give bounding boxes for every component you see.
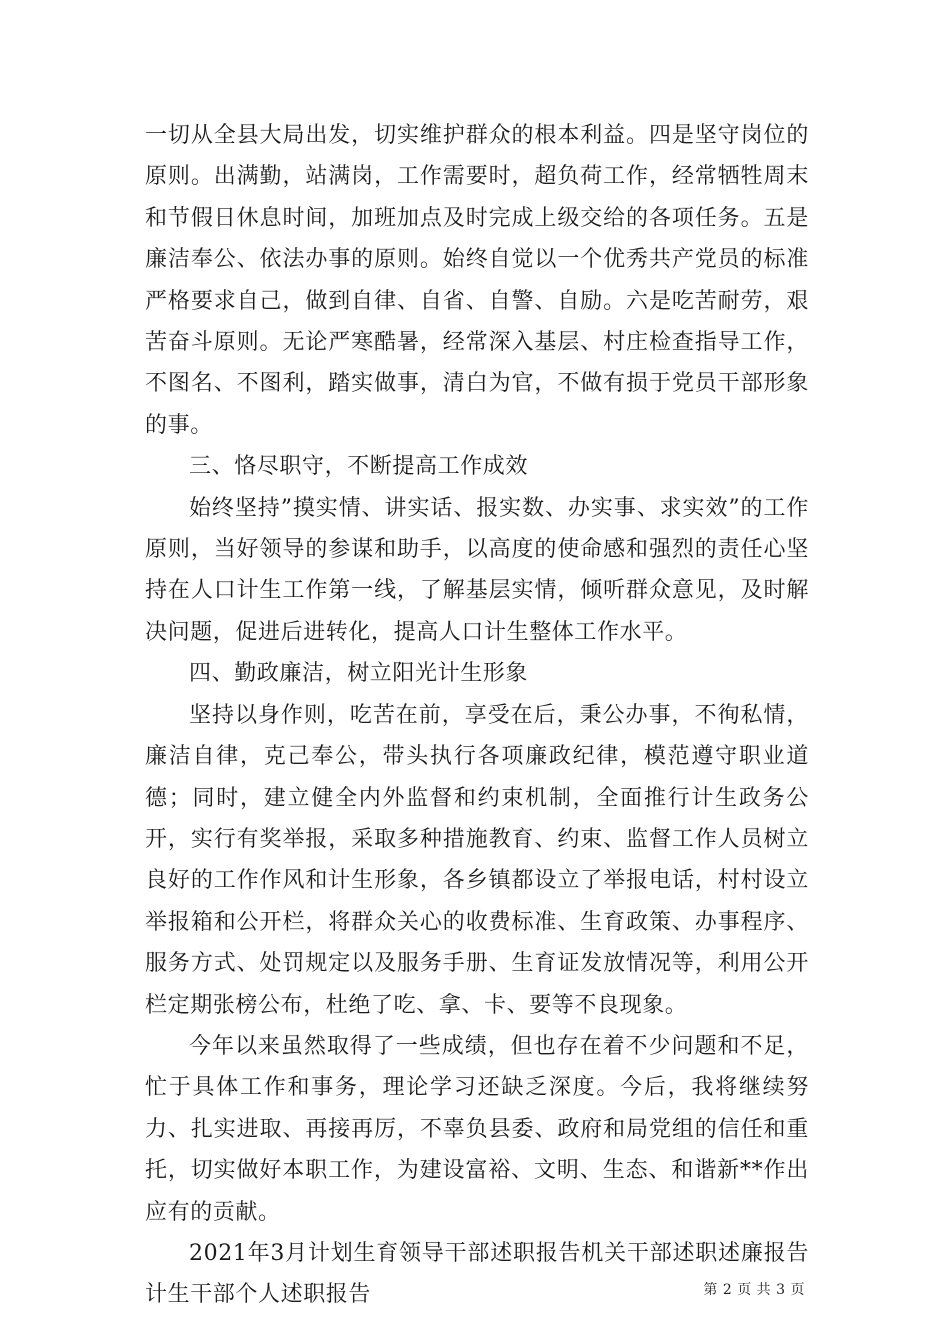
paragraph-principles: 一切从全县大局出发，切实维护群众的根本利益。四是坚守岗位的原则。出满勤，站满岗，工作需要时，超负荷工作，经常牺牲周末和节假日休息时间，加班加点及时完成上级交给的各项任务。五是廉洁奉公、依法办事的原则。始终自觉以一个优秀共产党员的标准严格要求自己，做到自律、自省、自警、自励。六是吃苦耐劳，艰苦奋斗原则。无论严寒酷暑，经常深入基层、村庄检查指导工作，不图名、不图利，踏实做事，清白为官，不做有损于党员干部形象的事。 <box>145 123 809 438</box>
page-number-footer: 第 2 页 共 3 页 <box>703 1282 805 1298</box>
document-body <box>145 115 809 1316</box>
section-heading-3: 三、恪尽职守，不断提高工作成效 <box>189 454 529 480</box>
paragraph-work-principle: 始终坚持”摸实情、讲实话、报实数、办实事、求实效”的工作原则，当好领导的参谋和助手，以高度的使命感和强烈的责任心坚持在人口计生工作第一线，了解基层实情，倾听群众意见，及时解决问题，促进后进转化，提高人口计生整体工作水平。 <box>145 495 809 645</box>
paragraph-integrity: 坚持以身作则，吃苦在前，享受在后，秉公办事，不徇私情，廉洁自律，克己奉公，带头执行各项廉政纪律，模范遵守职业道德；同时，建立健全内外监督和约束机制，全面推行计生政务公开，实行有奖举报，采取多种措施教育、约束、监督工作人员树立良好的工作作风和计生形象，各乡镇都设立了举报电话，村村设立举报箱和公开栏，将群众关心的收费标准、生育政策、办事程序、服务方式、处罚规定以及服务手册、生育证发放情况等，利用公开栏定期张榜公布，杜绝了吃、拿、卡、要等不良现象。 <box>145 702 809 1018</box>
paragraph-conclusion: 今年以来虽然取得了一些成绩，但也存在着不少问题和不足，忙于具体工作和事务，理论学习还缺乏深度。今后，我将继续努力、扎实进取、再接再厉，不辜负县委、政府和局党组的信任和重托，切实做好本职工作，为建设富裕、文明、生态、和谐新**作出应有的贡献。 <box>145 1033 809 1225</box>
paragraph-related-titles: 2021年3月计划生育领导干部述职报告机关干部述职述廉报告计生干部个人述职报告 <box>145 1240 809 1308</box>
section-heading-4: 四、勤政廉洁，树立阳光计生形象 <box>189 661 529 687</box>
